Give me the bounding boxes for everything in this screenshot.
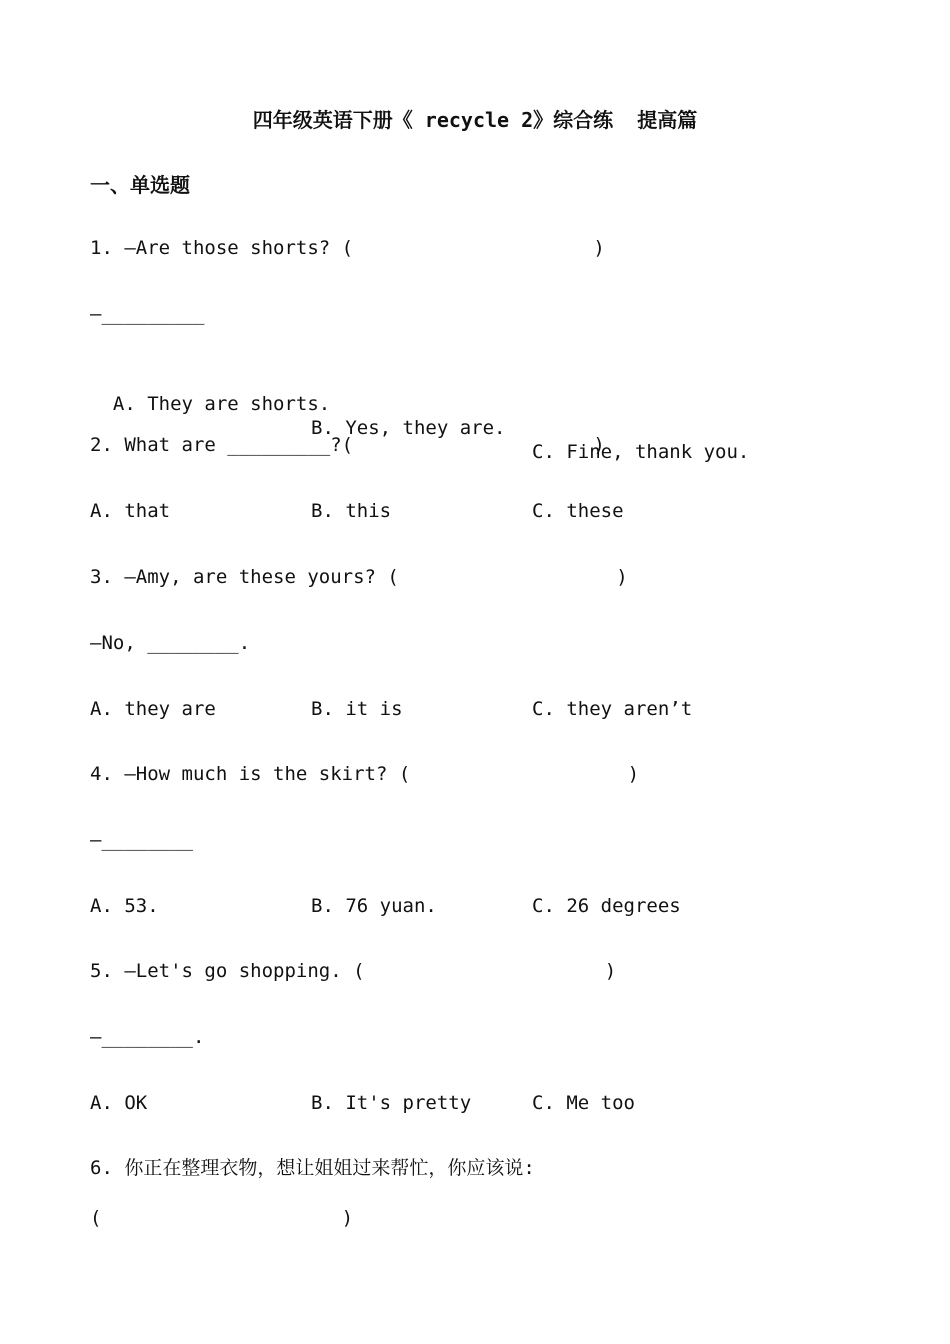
question-6-reply: ( )	[90, 1207, 354, 1229]
question-6-stem: 6. 你正在整理衣物，想让姐姐过来帮忙，你应该说:	[90, 1157, 535, 1179]
question-1-option-c: C. Fine, thank you.	[532, 441, 750, 463]
question-1-option-b: B. Yes, they are.	[311, 417, 506, 439]
question-2-option-a: A. that	[90, 500, 171, 522]
question-4-option-a: A. 53.	[90, 895, 159, 917]
question-2-option-b: B. this	[311, 500, 392, 522]
question-4-stem: 4. —How much is the skirt? ( )	[90, 763, 640, 785]
question-2-stem: 2. What are _________?( )	[90, 434, 605, 456]
question-2-option-c: C. these	[532, 500, 624, 522]
section-heading: 一、单选题	[90, 173, 190, 197]
question-5-option-a: A. OK	[90, 1092, 148, 1114]
question-3-option-b: B. it is	[311, 698, 403, 720]
question-4-option-b: B. 76 yuan.	[311, 895, 437, 917]
question-5-option-c: C. Me too	[532, 1092, 635, 1114]
question-3-option-a: A. they are	[90, 698, 216, 720]
question-3-option-c: C. they aren’t	[532, 698, 693, 720]
question-1-option-a: A. They are shorts.	[112, 393, 331, 415]
question-5-option-b: B. It's pretty	[311, 1092, 472, 1114]
question-4-option-c: C. 26 degrees	[532, 895, 681, 917]
document-title: 四年级英语下册《 recycle 2》综合练 提高篇	[252, 108, 698, 132]
question-1-reply: —_________	[90, 303, 205, 325]
question-3-stem: 3. —Amy, are these yours? ( )	[90, 566, 628, 588]
question-5-stem: 5. —Let's go shopping. ( )	[90, 960, 617, 982]
question-4-reply: —________	[90, 829, 193, 851]
question-1-stem: 1. —Are those shorts? ( )	[90, 237, 605, 259]
question-5-reply: —________.	[90, 1026, 205, 1048]
question-3-reply: —No, ________.	[90, 632, 251, 654]
